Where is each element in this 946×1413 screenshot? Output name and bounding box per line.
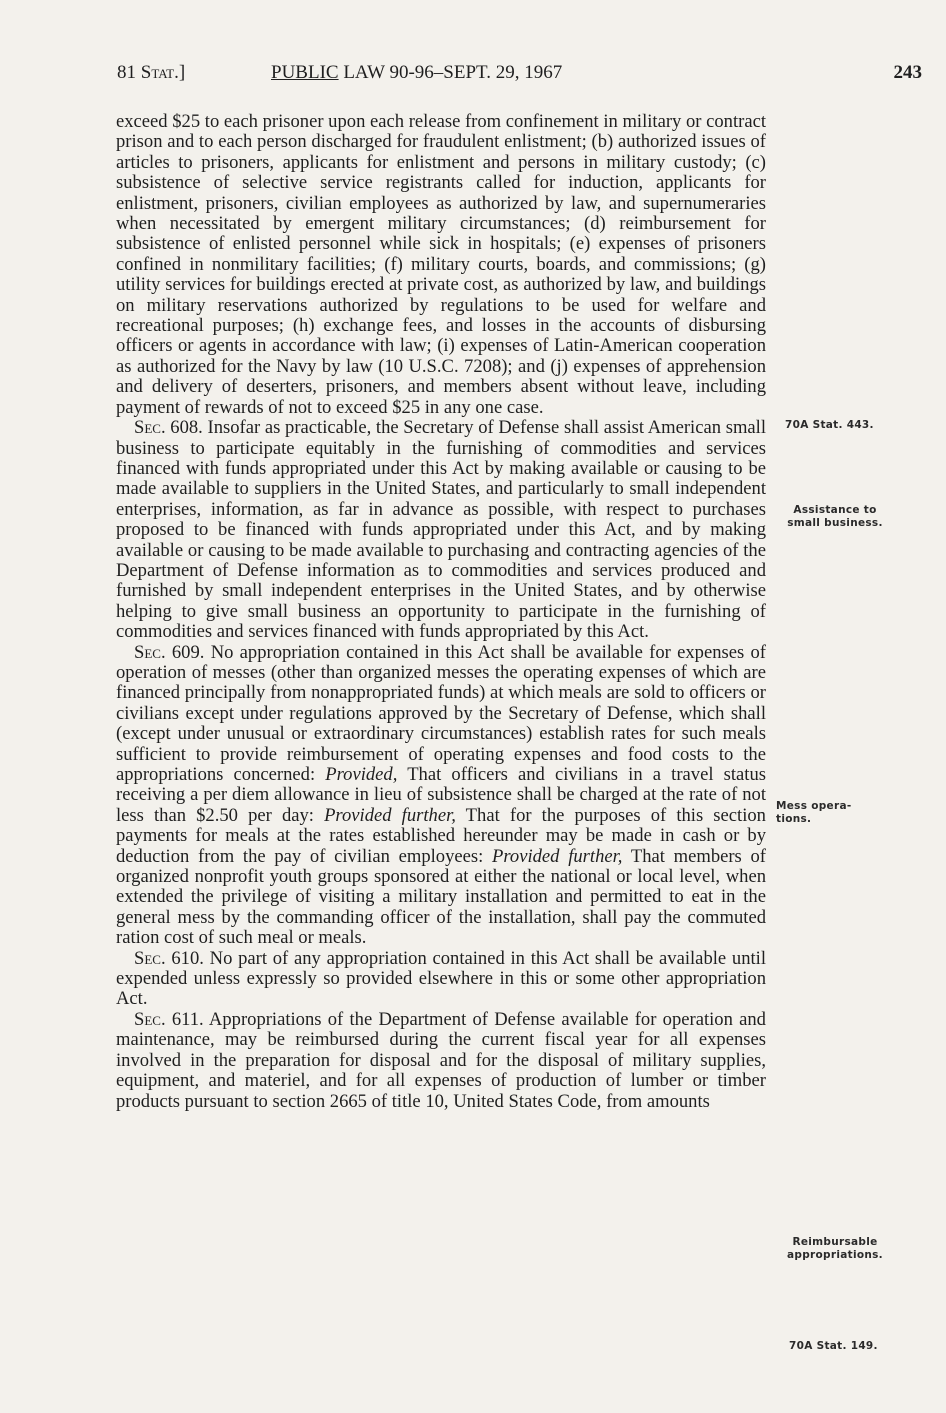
law-title [271, 62, 562, 84]
running-header [117, 62, 922, 92]
continued-paragraph: exceed $25 to each prisoner upon each release from confinement in military or contract prison and to each person discharged for fraudulent enlistment; (b) authorized issues of articles to prisoners, applicants for enlistment and persons in military custody; (c) subsistence of selective service registrants called for induction, applicants for enlistment, prisoners, civilian employees as authorized by law, and supernumeraries when necessitated by emergent military circumstances; (d) reimbursement for subsistence of enlisted personnel while sick in hospitals; (e) expenses of prisoners confined in nonmilitary facilities; (f) military courts, boards, and commissions; (g) utility services for buildings erected at private cost, as authorized by law, and buildings on military reservations authorized by regulations to be used for welfare and recreational purposes; (h) exchange fees, and losses in the accounts of disbursing officers or agents in accordance with law; (i) expenses of Latin-American cooperation as authorized for the Navy by law (10 U.S.C. 7208); and (j) expenses of apprehension and delivery of deserters, prisoners, and members absent without leave, including payment of rewards of not to exceed $25 in any one case. [116, 111, 766, 418]
section-611 [116, 1010, 766, 1112]
section-609-text-c: That for the purposes of this section payments for meals at the rates established hereunder may be made in cash or by deduction from the pay of civilian employees: [116, 804, 766, 867]
statute-volume: 81 Stat.] [117, 62, 186, 83]
margin-note-small-business-line2: small business. [787, 517, 883, 529]
margin-note-70a-stat-149: 70A Stat. 149. [789, 1340, 878, 1352]
margin-note-reimbursable-line2: appropriations. [787, 1249, 883, 1261]
margin-note-reimbursable-line1: Reimbursable [792, 1236, 878, 1248]
law-title-rest: LAW 90-96–SEPT. 29, 1967 [338, 62, 563, 83]
section-610-text: No part of any appropriation contained in this Act shall be available until expended unless expressly so provided elsewhere in this or some other appropriation Act. [116, 947, 766, 1010]
section-610 [116, 949, 766, 1010]
margin-note-small-business [774, 504, 896, 530]
margin-note-small-business-line1: Assistance to [793, 504, 877, 516]
section-609-proviso-1: Provided, [325, 764, 398, 785]
main-text [116, 112, 766, 1112]
section-609-text-a: No appropriation contained in this Act shall be available for expenses of operation of messes (other than organized messes the operating expenses of which are financed principally from nonappropriated funds) at which meals are sold to officers or civilians except under regulations approved by the Secretary of Defense, which shall (except under unusual or extraordinary circumstances) establish rates for such meals sufficient to provide reimbursement of operating expenses and food costs to the appropriations concerned: [116, 641, 766, 785]
section-609-proviso-3: Provided further, [492, 845, 623, 867]
section-609-text-b: That officers and civilians in a travel status receiving a per diem allowance in lieu of subsistence shall be charged at the rate of not less than $2.50 per day: [116, 764, 766, 826]
section-611-label: Sec. 611. [134, 1008, 204, 1030]
section-609-text-d: That members of organized nonprofit youth groups sponsored at either the national or local level, when extended the privilege of visiting a military installation and permitted to eat in the general mess by the commanding officer of the installation, shall pay the commuted ration cost of such meal or meals. [116, 845, 767, 949]
margin-note-reimbursable [774, 1236, 896, 1262]
law-title-prefix: PUBLIC [271, 62, 339, 83]
section-609-proviso-2: Provided further, [324, 804, 456, 826]
margin-note-mess-operations [776, 800, 898, 826]
margin-note-70a-stat-443: 70A Stat. 443. [785, 419, 874, 431]
section-608-text: Insofar as practicable, the Secretary of Defense shall assist American small business to participate equitably in the furnishing of commodities and services financed with funds appropriated under this Act by making available or causing to be made available to suppliers in the United States, and particularly to small independent enterprises, information, as far in advance as possible, with respect to purchases proposed to be financed with funds appropriated under this Act, and by making available or causing to be made available to purchasing and contracting agencies of the Department of Defense information as to commodities and services produced and furnished by small independent enterprises in the United States, and by otherwise helping to give small business an opportunity to participate in the furnishing of commodities and services financed with funds appropriated by this Act. [116, 417, 766, 643]
section-609-label: Sec. 609. [134, 641, 205, 663]
section-611-text: Appropriations of the Department of Defense available for operation and maintenance, may be reimbursed during the current fiscal year for all expenses involved in the preparation for disposal and for the disposal of military supplies, equipment, and materiel, and for all expenses of production of lumber or timber products pursuant to section 2665 of title 10, United States Code, from amounts [116, 1008, 766, 1112]
section-608-label: Sec. 608. [134, 417, 203, 439]
section-609 [116, 643, 766, 949]
section-610-label: Sec. 610. [134, 947, 204, 969]
margin-note-mess-line1: Mess opera- [776, 800, 852, 812]
page-number: 243 [893, 62, 922, 83]
margin-note-mess-line2: tions. [776, 813, 812, 825]
section-608 [116, 418, 766, 642]
